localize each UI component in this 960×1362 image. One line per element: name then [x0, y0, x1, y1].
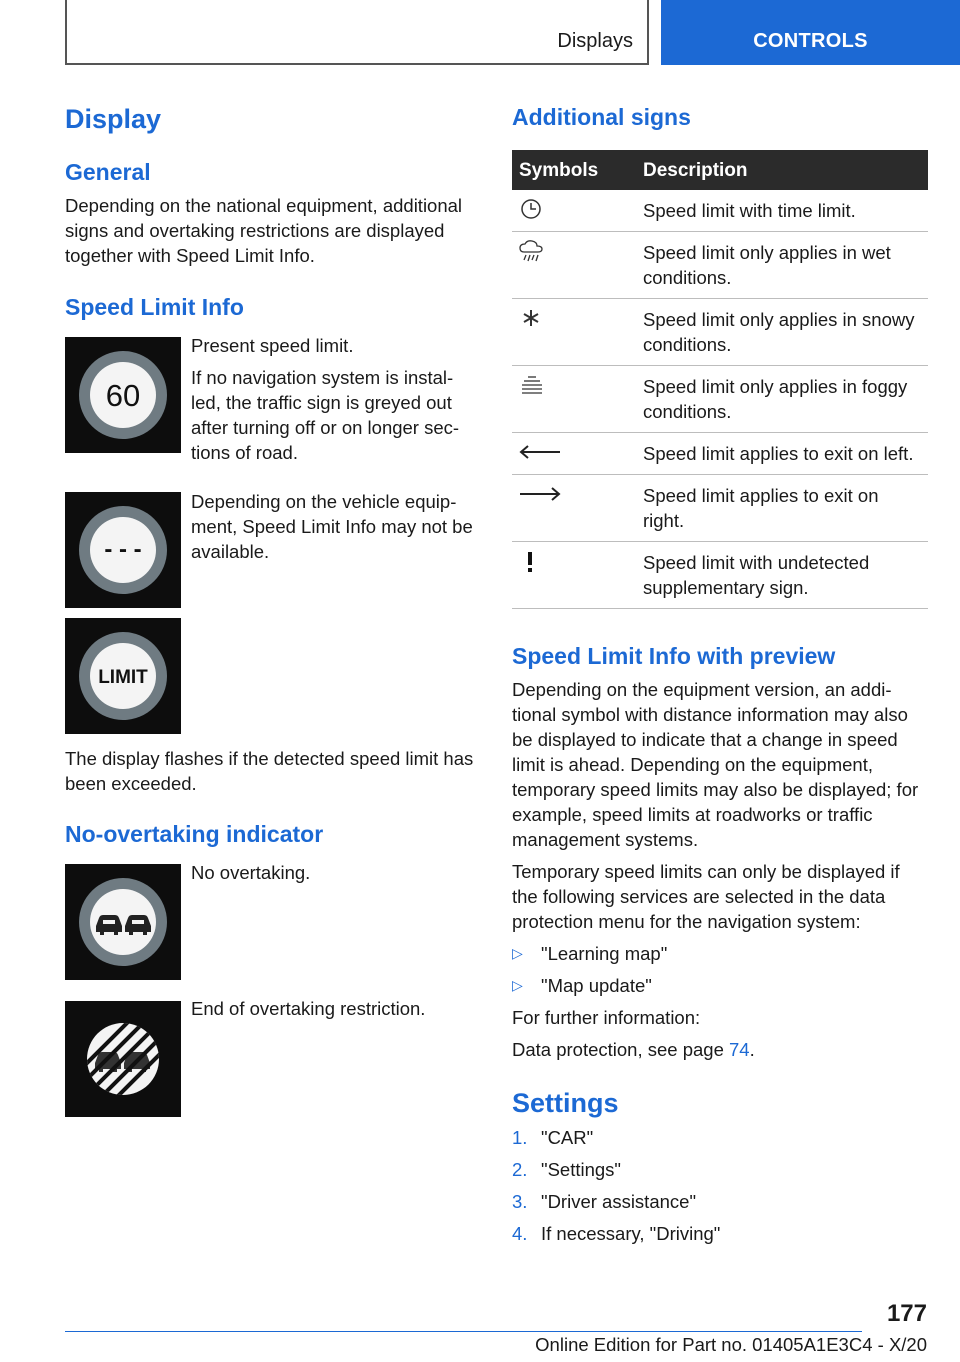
- arrow-left-icon: [518, 441, 558, 467]
- no-overtaking-sign-image: [65, 864, 181, 980]
- general-text: Depending on the national equipment, additional signs and overtaking restrictions are displayed together with Speed Limit Info.: [65, 195, 463, 266]
- bullet-marker: ▷: [512, 945, 523, 961]
- table-row: [512, 299, 928, 366]
- additional-signs-heading: Additional signs: [512, 104, 691, 130]
- data-protection-prefix: Data protection, see page: [512, 1039, 730, 1060]
- sign-dash-text: - - -: [104, 536, 142, 563]
- row-description: Speed limit with time limit.: [643, 200, 856, 221]
- preview-paragraph-1: Depending on the equipment version, an addi-tional symbol with distance information may also be displayed to indicate that a change in speed limit is ahead. Depending on the equipment, temporary speed limits may also be displayed; for example, speed limits at roadworks or traffic management systems.: [512, 679, 919, 850]
- table-row: [512, 366, 928, 433]
- no-overtaking-heading: No-overtaking indicator: [65, 821, 324, 847]
- clock-icon: [518, 198, 558, 224]
- step-number: 1.: [512, 1127, 528, 1148]
- preview-heading: Speed Limit Info with preview: [512, 643, 836, 669]
- arrow-right-icon: [518, 483, 558, 509]
- data-protection-suffix: .: [749, 1039, 755, 1060]
- snowflake-icon: [518, 307, 558, 333]
- bullet-text: "Map update": [541, 975, 652, 996]
- further-info-text: For further information:: [512, 1007, 701, 1028]
- page-link[interactable]: 74: [729, 1039, 750, 1060]
- footer-divider: [65, 1331, 862, 1332]
- step-text: "Driver assistance": [541, 1191, 697, 1212]
- page-number: 177: [886, 1300, 927, 1327]
- bullet-text: "Learning map": [541, 943, 668, 964]
- header-section-tab: [65, 0, 649, 65]
- speed-sign-unknown-image: [65, 492, 181, 608]
- col-description-header: Description: [643, 160, 748, 181]
- table-row: [512, 190, 928, 232]
- list-item: [512, 941, 928, 966]
- chapter-label: CONTROLS: [753, 30, 868, 52]
- list-item: [512, 973, 928, 998]
- list-item: [512, 1157, 928, 1182]
- exclamation-icon: [518, 550, 558, 576]
- table-row: [512, 475, 928, 542]
- row-description: Speed limit applies to exit on left.: [643, 443, 914, 464]
- fog-icon: [518, 374, 558, 400]
- list-item: [512, 1189, 928, 1214]
- table-row: [512, 433, 928, 475]
- speed-sign-limit-image: [65, 618, 181, 734]
- additional-signs-table: [512, 150, 928, 609]
- row-description: Speed limit applies to exit on right.: [643, 485, 879, 531]
- edition-text: Online Edition for Part no. 01405A1E3C4 - X/20: [535, 1334, 927, 1355]
- sli-paragraph-1: Present speed limit.: [191, 335, 354, 356]
- end-overtaking-text: End of overtaking restriction.: [191, 998, 426, 1019]
- speed-sign-60-image: [65, 337, 181, 453]
- row-description: Speed limit with undetected supplementary sign.: [643, 552, 870, 598]
- general-heading: General: [65, 159, 151, 185]
- step-number: 3.: [512, 1191, 528, 1212]
- settings-steps: [512, 1125, 928, 1253]
- row-description: Speed limit only applies in snowy conditions.: [643, 309, 915, 355]
- step-text: If necessary, "Driving": [541, 1223, 721, 1244]
- no-overtaking-text: No overtaking.: [191, 862, 311, 883]
- speed-limit-info-text: [191, 333, 476, 472]
- list-item: [512, 1125, 928, 1150]
- speed-limit-info-heading: Speed Limit Info: [65, 294, 244, 320]
- table-row: [512, 542, 928, 609]
- sli-paragraph-3: Depending on the vehicle equip-ment, Speed Limit Info may not be available.: [191, 491, 473, 562]
- end-overtaking-sign-image: [65, 1001, 181, 1117]
- bullet-marker: ▷: [512, 977, 523, 993]
- data-protection-reference: [512, 1037, 928, 1062]
- table-row: [512, 232, 928, 299]
- sign-limit-text: LIMIT: [98, 667, 148, 688]
- sign-60-text: 60: [105, 378, 141, 413]
- rain-cloud-icon: [518, 240, 558, 266]
- step-number: 4.: [512, 1223, 528, 1244]
- step-number: 2.: [512, 1159, 528, 1180]
- preview-section: [512, 677, 928, 1069]
- flash-text: The display flashes if the detected speed limit has been exceeded.: [65, 748, 474, 794]
- section-label: Displays: [557, 30, 633, 52]
- list-item: [512, 1221, 928, 1246]
- row-description: Speed limit only applies in foggy conditions.: [643, 376, 908, 422]
- step-text: "CAR": [541, 1127, 594, 1148]
- preview-paragraph-2: Temporary speed limits can only be displayed if the following services are selected in the data protection menu for the navigation system:: [512, 861, 900, 932]
- col-symbols-header: Symbols: [519, 160, 599, 181]
- settings-heading: Settings: [512, 1088, 619, 1118]
- step-text: "Settings": [541, 1159, 621, 1180]
- table-header: [512, 150, 928, 190]
- row-description: Speed limit only applies in wet conditions.: [643, 242, 891, 288]
- sli-paragraph-2: If no navigation system is instal-led, the traffic sign is greyed out after turning off or on longer sec-tions of road.: [191, 367, 460, 463]
- header-chapter-tab: [661, 0, 960, 65]
- display-title: Display: [65, 104, 162, 134]
